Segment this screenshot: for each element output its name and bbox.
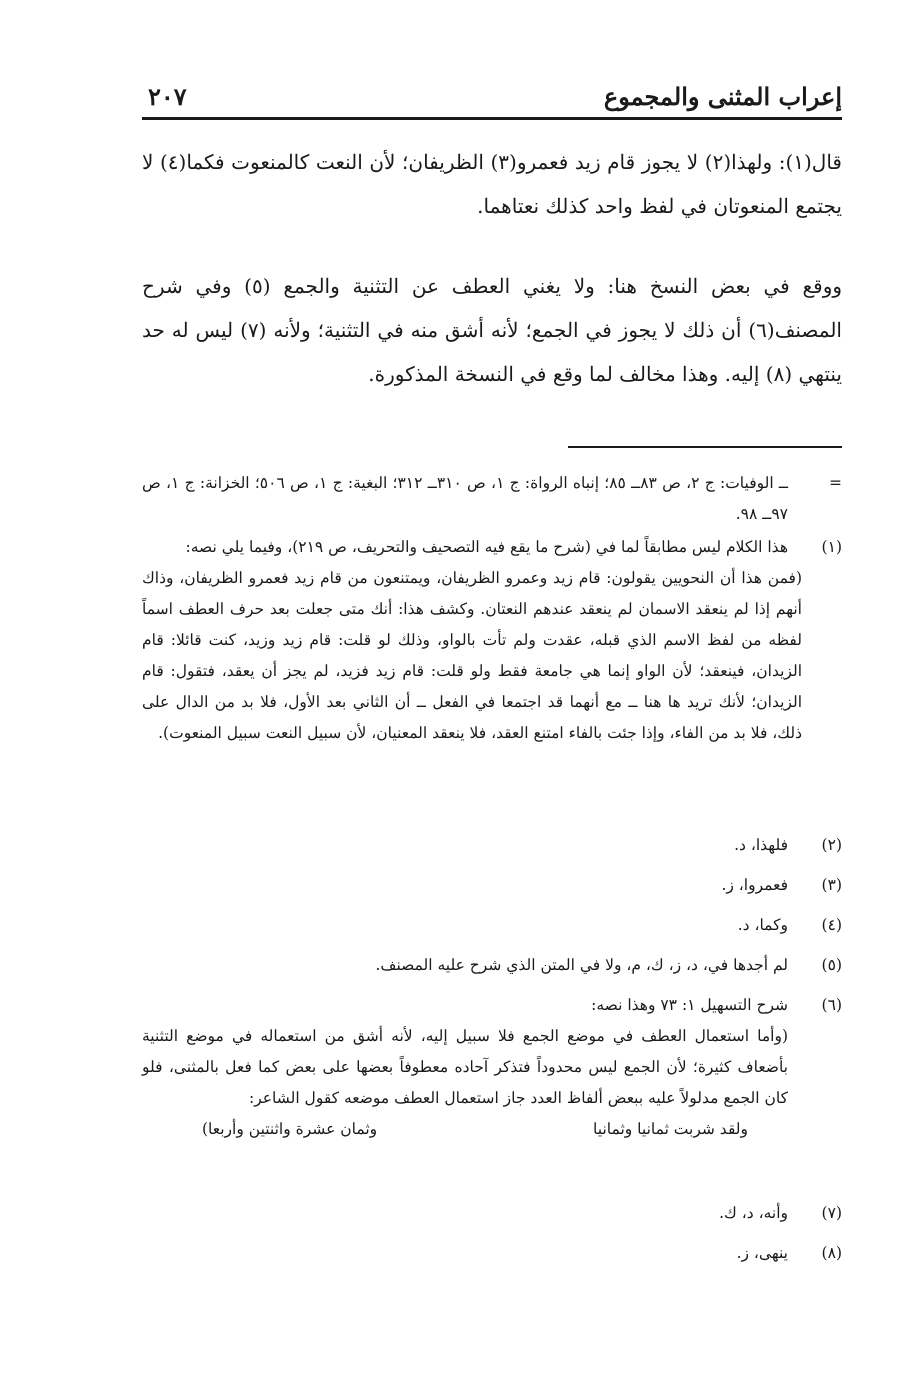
footnote-number: (٧): [821, 1204, 842, 1222]
footnote-number: (٣): [821, 876, 842, 894]
footnote-text: وكما، د.: [737, 916, 788, 934]
footnote-text: لم أجدها في، د، ز، ك، م، ولا في المتن الذي شرح عليه المصنف.: [375, 956, 788, 974]
footnote-marker: =: [829, 474, 842, 492]
footnote-text: هذا الكلام ليس مطابقاً لما في (شرح ما يقع فيه التصحيف والتحريف، ص ٢١٩)، وفيما يلي نصه:: [185, 538, 788, 556]
running-title: إعراب المثنى والمجموع: [603, 82, 842, 111]
footnote-separator: [568, 446, 842, 448]
footnote-4: [142, 910, 842, 941]
body-paragraph-1: قال(١): ولهذا(٢) لا يجوز قام زيد فعمرو(٣) الظريفان؛ لأن النعت كالمنعوت فكما(٤) لا يجتمع المنعوتان في لفظ واحد كذلك نعتاهما.: [142, 150, 842, 218]
footnote-text: وأنه، د، ك.: [719, 1204, 788, 1222]
footnote-number: (٥): [821, 956, 842, 974]
footnote-number: (٦): [821, 996, 842, 1014]
running-header: [142, 74, 842, 120]
footnote-text: ــ الوفيات: ج ٢، ص ٨٣ــ ٨٥؛ إنباه الرواة: ج ١، ص ٣١٠ــ ٣١٢؛ البغية: ج ١، ص ٥٠٦؛ الخزانة: ج ١، ص ٩٧ــ ٩٨.: [142, 474, 788, 523]
footnote-quote: (فمن هذا أن النحويين يقولون: قام زيد وعمرو الظريفان، ويمتنعون من قام زيد فعمرو الظريفان، وذاك أنهم إذا لم ينعقد الاسمان لم ينعقد عندهم النعتان. وكشف هذا: أنك متى جعلت بعد حرف العطف اسماً لفظه من لفظ الاسم الذي قبله، عقدت ولم تأت بالواو، وذلك لو قلت: قام زيد وزيد، كنت قائلا: قام الزيدان، فينعقد؛ لأن الواو إنما هي جامعة فقط ولو قلت: قام زيد فزيد، لم يجز أن يعقد، فتقول: قام الزيدان؛ لأنك تريد ها هنا ــ مع أنهما قد اجتمعا في الفعل ــ أن الثاني بعد الأول، فلا بد من الدال على ذلك، فلا بد من الفاء، وإذا جئت بالفاء امتنع العقد، فلا ينعقد المعنيان، لأن سبيل النعت سبيل المنعوت).: [142, 569, 802, 742]
header-rule: [142, 117, 842, 120]
verse-second-hemistich: وثمان عشرة واثنتين وأربعا): [202, 1120, 378, 1138]
footnote-number: (٢): [821, 836, 842, 854]
verse-first-hemistich: ولقد شربت ثمانيا وثمانيا: [593, 1120, 748, 1138]
footnote-number: (١): [821, 538, 842, 556]
footnote-text: شرح التسهيل ١: ٧٣ وهذا نصه:: [591, 996, 788, 1014]
page-number: ٢٠٧: [148, 82, 187, 111]
footnote-7: [142, 1198, 842, 1229]
body-paragraph-2: ووقع في بعض النسخ هنا: ولا يغني العطف عن التثنية والجمع (٥) وفي شرح المصنف(٦) أن ذلك لا يجوز في الجمع؛ لأنه أشق منه في التثنية؛ ولأنه (٧) ليس له حد ينتهي (٨) إليه. وهذا مخالف لما وقع في النسخة المذكورة.: [142, 274, 843, 386]
footnote-5: [142, 950, 842, 981]
footnote-number: (٤): [821, 916, 842, 934]
footnote-quote: (وأما استعمال العطف في موضع الجمع فلا سبيل إليه، لأنه أشق من استعماله في موضع التثنية بأضعاف كثيرة؛ لأن الجمع ليس محدوداً فتذكر آحاده معطوفاً بعضها على بعض كما فعل بالمثنى، فلو كان الجمع مدلولاً عليه ببعض ألفاظ العدد جاز استعمال العطف موضعه كقول الشاعر:: [142, 1027, 788, 1107]
poetry-verse: [142, 1114, 788, 1145]
footnote-8: [142, 1238, 842, 1269]
footnote-text: فعمروا، ز.: [721, 876, 788, 894]
footnote-1: [142, 532, 842, 749]
footnote-number: (٨): [821, 1244, 842, 1262]
footnote-6: [142, 990, 842, 1145]
footnote-continued: [142, 468, 842, 530]
footnote-3: [142, 870, 842, 901]
footnote-text: ينهى، ز.: [736, 1244, 788, 1262]
footnote-2: [142, 830, 842, 861]
footnote-text: فلهذا، د.: [734, 836, 788, 854]
